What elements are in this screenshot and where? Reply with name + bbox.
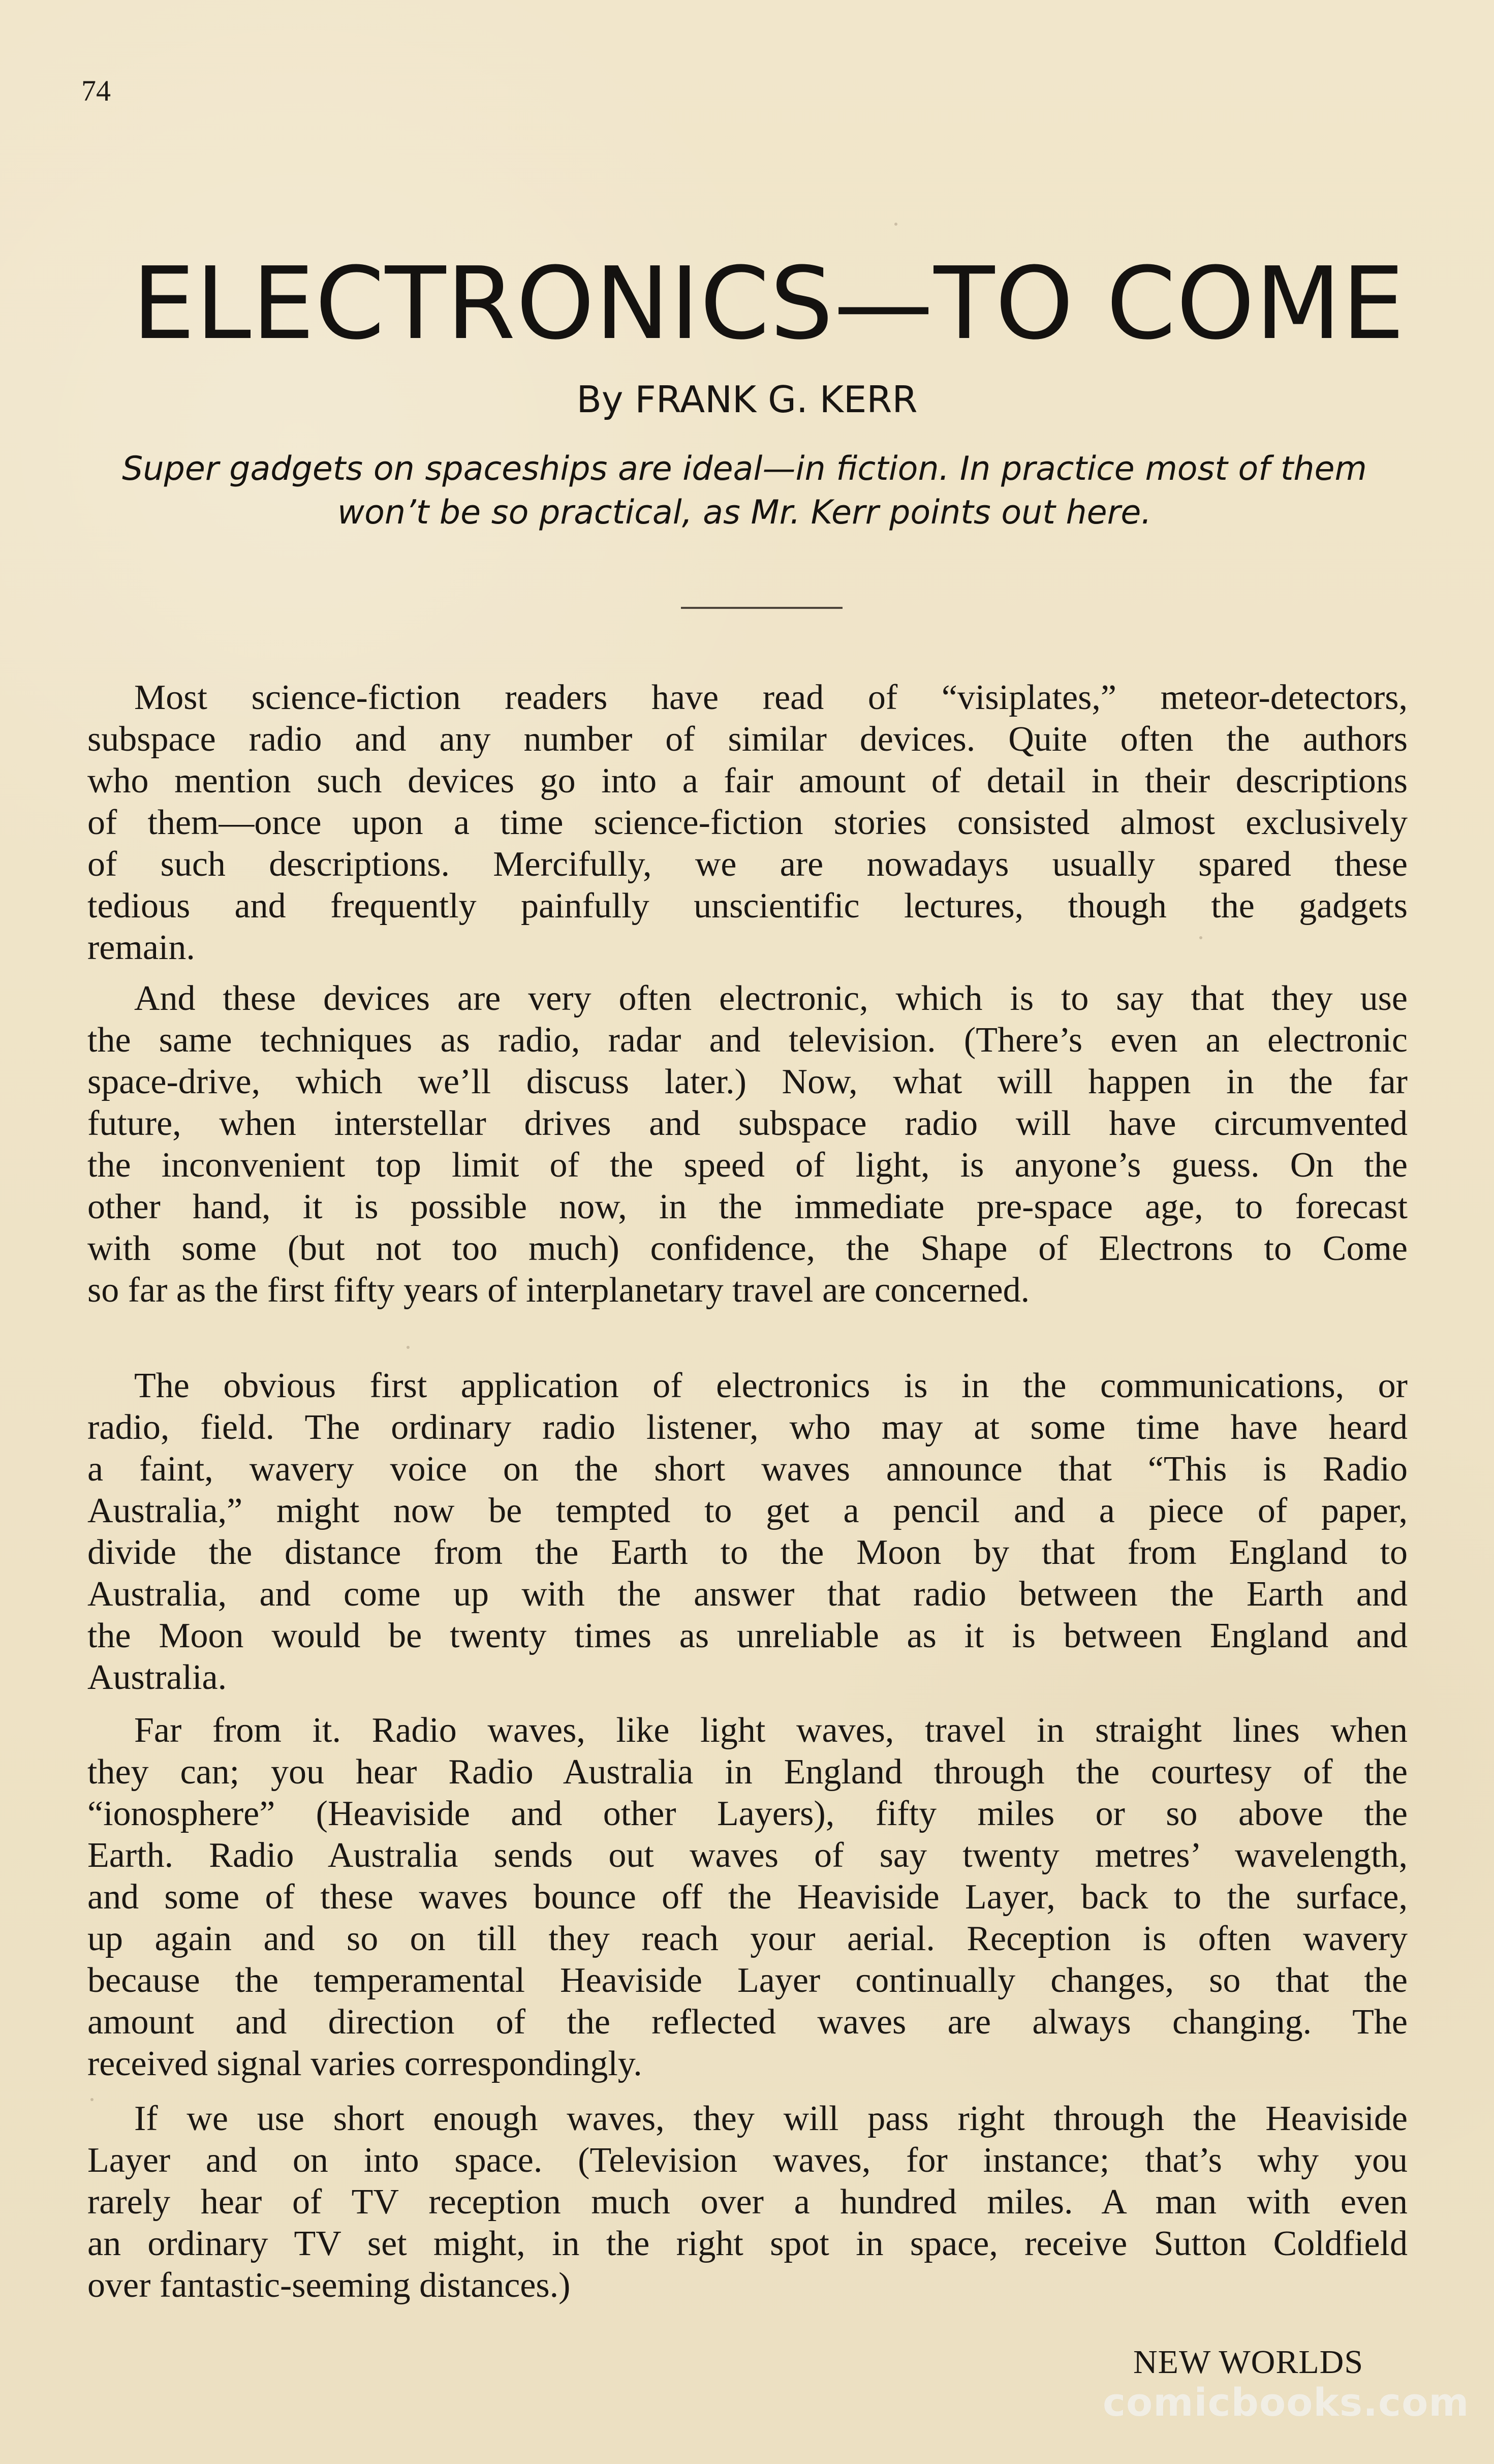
publication-name: NEW WORLDS (1133, 2344, 1364, 2381)
text-line: The obvious first application of electronics is in the communications, or (134, 1366, 1408, 1405)
author-byline: By FRANK G. KERR (576, 378, 918, 421)
text-line: because the temperamental Heaviside Layer continually changes, so that the (87, 1961, 1408, 2000)
text-line: “ionosphere” (Heaviside and other Layers), fifty miles or so above the (87, 1794, 1408, 1833)
text-line: received signal varies correspondingly. (87, 2044, 642, 2083)
paragraph-1 (87, 677, 1408, 969)
text-line: an ordinary TV set might, in the right spot in space, receive Sutton Coldfield (87, 2224, 1408, 2263)
text-line: with some (but not too much) confidence, the Shape of Electrons to Come (87, 1229, 1408, 1268)
text-line: space-drive, which we’ll discuss later.) Now, what will happen in the far (87, 1062, 1408, 1101)
text-line: the Moon would be twenty times as unreliable as it is between England and (87, 1616, 1408, 1655)
site-watermark: comicbooks.com (1103, 2380, 1470, 2425)
text-line: amount and direction of the reflected waves are always changing. The (87, 2003, 1408, 2042)
paragraph-4 (87, 1710, 1408, 2085)
page-number: 74 (81, 74, 111, 107)
text-line: the same techniques as radio, radar and television. (There’s even an electronic (87, 1021, 1408, 1060)
intro-line: Super gadgets on spaceships are ideal—in fiction. In practice most of them (122, 450, 1367, 488)
text-line: And these devices are very often electronic, which is to say that they use (134, 979, 1408, 1018)
text-line: Australia,” might now be tempted to get a pencil and a piece of paper, (87, 1491, 1408, 1530)
paragraph-3 (87, 1365, 1408, 1699)
text-line: of them—once upon a time science-fiction stories consisted almost exclusively (87, 803, 1408, 842)
text-line: Layer and on into space. (Television waves, for instance; that’s why you (87, 2141, 1408, 2180)
paper-speck (894, 223, 897, 226)
text-line: and some of these waves bounce off the Heaviside Layer, back to the surface, (87, 1877, 1408, 1917)
text-line: radio, field. The ordinary radio listener, who may at some time have heard (87, 1408, 1408, 1447)
text-line: other hand, it is possible now, in the immediate pre-space age, to forecast (87, 1187, 1408, 1226)
text-line: divide the distance from the Earth to the Moon by that from England to (87, 1533, 1408, 1572)
text-line: so far as the first fifty years of interplanetary travel are concerned. (87, 1271, 1030, 1310)
text-line: the inconvenient top limit of the speed of light, is anyone’s guess. On the (87, 1146, 1408, 1185)
article-title: ELECTRONICS—TO COME (132, 246, 1405, 362)
paragraph-2 (87, 978, 1408, 1311)
text-line: Australia. (87, 1658, 227, 1697)
article-intro (84, 447, 1405, 535)
text-line: a faint, wavery voice on the short waves announce that “This is Radio (87, 1450, 1408, 1489)
intro-line: won’t be so practical, as Mr. Kerr points out here. (337, 494, 1152, 532)
text-line: Earth. Radio Australia sends out waves of say twenty metres’ wavelength, (87, 1836, 1408, 1875)
text-line: Far from it. Radio waves, like light waves, travel in straight lines when (134, 1711, 1408, 1750)
text-line: remain. (87, 928, 195, 967)
text-line: Most science-fiction readers have read of “visiplates,” meteor-detectors, (134, 678, 1408, 717)
text-line: future, when interstellar drives and subspace radio will have circumvented (87, 1104, 1408, 1143)
text-line: rarely hear of TV reception much over a hundred miles. A man with even (87, 2182, 1408, 2222)
text-line: who mention such devices go into a fair amount of detail in their descriptions (87, 761, 1408, 800)
paragraph-5 (87, 2098, 1408, 2306)
text-line: up again and so on till they reach your aerial. Reception is often wavery (87, 1919, 1408, 1958)
section-divider (681, 607, 843, 609)
text-line: Australia, and come up with the answer that radio between the Earth and (87, 1575, 1408, 1614)
text-line: over fantastic-seeming distances.) (87, 2266, 571, 2305)
text-line: they can; you hear Radio Australia in England through the courtesy of the (87, 1752, 1408, 1792)
text-line: tedious and frequently painfully unscientific lectures, though the gadgets (87, 886, 1408, 926)
text-line: subspace radio and any number of similar devices. Quite often the authors (87, 720, 1408, 759)
text-line: of such descriptions. Mercifully, we are nowadays usually spared these (87, 845, 1408, 884)
paper-speck (407, 1346, 410, 1349)
text-line: If we use short enough waves, they will pass right through the Heaviside (134, 2099, 1408, 2138)
